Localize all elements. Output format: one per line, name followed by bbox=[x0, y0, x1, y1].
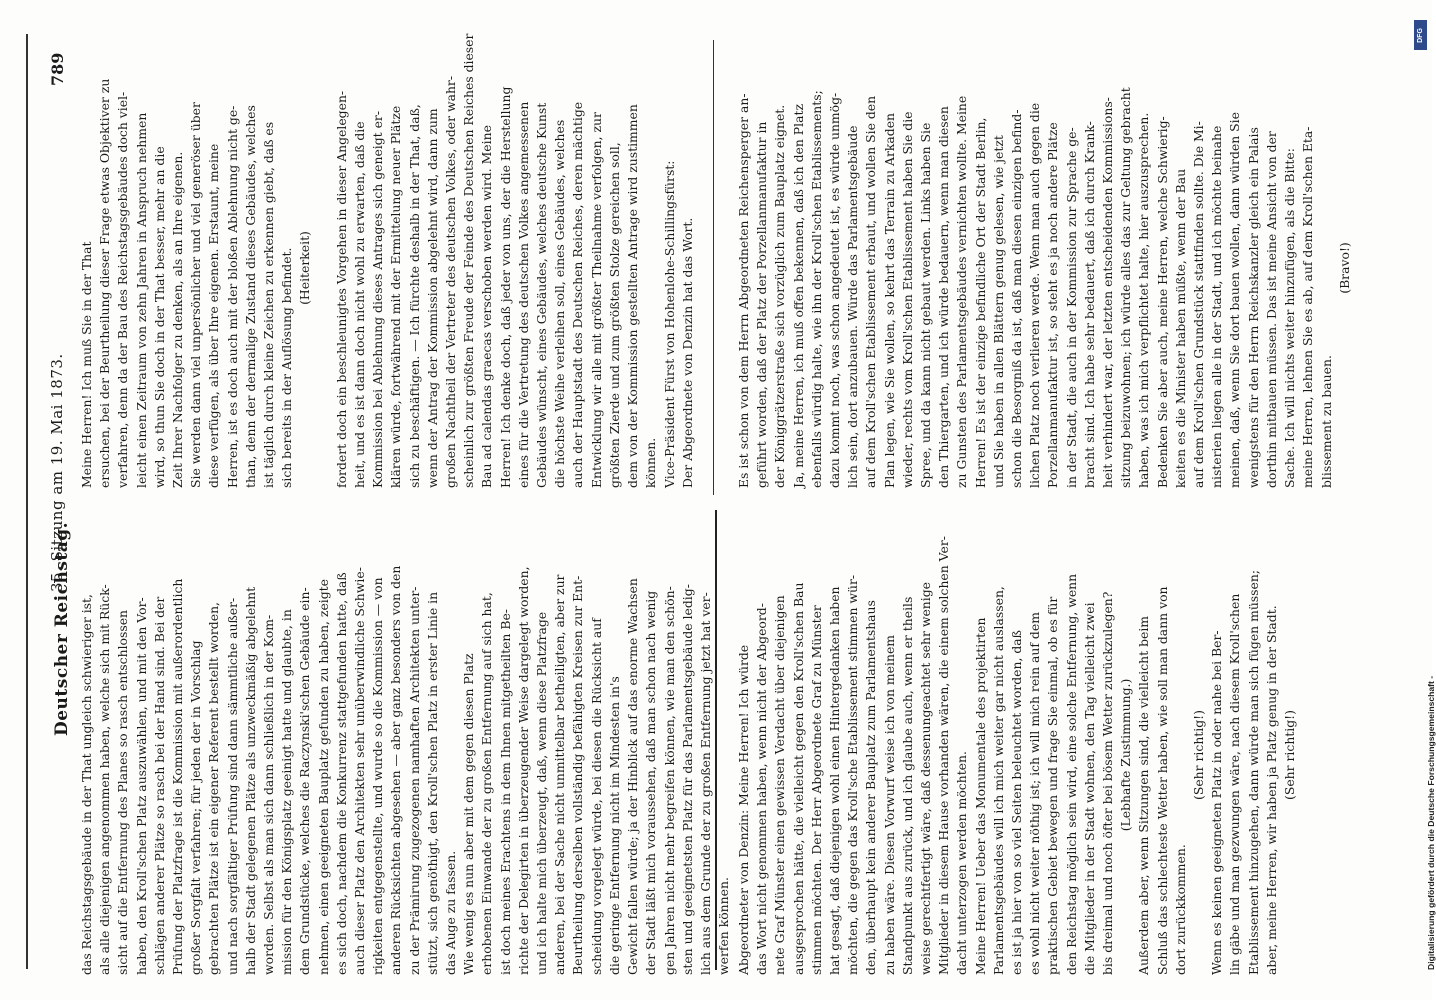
text-line: die geringe Entfernung nicht im Mindesten in's bbox=[606, 676, 622, 975]
text-line: anderen, bei der Sache nicht unmittelbar betheiligten, aber zur bbox=[552, 574, 568, 975]
text-line: zu haben wäre. Diesen Vorwurf weise ich von meinem bbox=[881, 634, 897, 975]
text-line: sicht auf die Entfernung des Planes so rasch entschlossen bbox=[115, 609, 131, 975]
text-line: (Heiterkeit) bbox=[297, 231, 313, 305]
text-line: klären würde, fortwährend mit der Ermittelung neuer Plätze bbox=[388, 105, 404, 488]
text-line: Bedenken Sie aber auch, meine Herren, welche Schwierig- bbox=[1154, 116, 1170, 488]
text-line: großen Nachtheil der Vertreter des deutschen Volkes, oder wahr- bbox=[443, 75, 459, 488]
text-line: ausgesprochen hätte, die vielleicht gegen den Kroll'schen Bau bbox=[790, 582, 806, 975]
text-line: bracht sind. Ich habe sehr bedauert, daß ich durch Krank- bbox=[1081, 121, 1097, 488]
text-line: Herren! Ich denke doch, daß jeder von uns, der die Herstellung bbox=[497, 86, 513, 488]
text-line: sten und geeignetsten Platz für das Parlamentsgebäude ledig- bbox=[679, 584, 695, 975]
text-line: Plan legen, wie Sie wollen, so kehrt das Terrain zu Arkaden bbox=[881, 112, 897, 488]
text-line: hat gesagt, daß diejenigen wohl einen Hintergedanken haben bbox=[827, 586, 843, 975]
text-line bbox=[315, 48, 333, 488]
text-column-3 bbox=[735, 535, 1299, 975]
text-line: können. bbox=[643, 437, 659, 488]
text-line: dem Grundstücke, welches die Raczynski'schen Gebäude ein- bbox=[297, 587, 313, 975]
text-line: haben, was ich mich verpflichtet halte, hier auszusprechen. bbox=[1136, 112, 1152, 488]
text-line: wieder, rechts vom Kroll'schen Etablissement haben Sie die bbox=[899, 111, 915, 488]
text-line: Prüfung der Platzfrage ist die Kommission mit außerordentlich bbox=[170, 578, 186, 975]
text-line: (Sehr richtig!) bbox=[1282, 710, 1298, 800]
text-line: worden. Selbst als man sich dann schließlich in der Kom- bbox=[261, 614, 277, 975]
text-line: aber, meine Herren, wir haben ja Platz genug in der Stadt. bbox=[1263, 605, 1279, 975]
text-line: richte der Delegirten in überzeugender Weise dargelegt worden, bbox=[515, 566, 531, 975]
dfg-logo-text: DFG bbox=[1417, 27, 1424, 43]
text-line: dort zurückkommen. bbox=[1172, 844, 1188, 975]
text-line: sitzung beizuwohnen; ich würde alles das zur Geltung gebracht bbox=[1118, 87, 1134, 488]
text-column-1 bbox=[78, 535, 733, 975]
text-line: Beurtheilung derselben vollständig befähigten Kreisen zur Ent- bbox=[570, 575, 586, 975]
text-line: als alle diejenigen angenommen haben, welche sich mit Rück- bbox=[97, 584, 113, 975]
text-line: ist doch meines Erachtens in dem Ihnen mitgetheilten Be- bbox=[497, 609, 513, 975]
text-line: dorthin mitbauen müssen. Das ist meine Ansicht von der bbox=[1263, 131, 1279, 488]
text-line: zu Gunsten des Parlamentsgebäudes vernichten wollte. Meine bbox=[954, 95, 970, 488]
text-line: haben, den Kroll'schen Platz auszuwählen, und mit den Vor- bbox=[133, 597, 149, 975]
page-header-title: Deutscher Reichstag. bbox=[52, 521, 72, 736]
text-line: Wenn es keinen geeigneten Platz in oder nahe bei Ber- bbox=[1209, 630, 1225, 975]
text-line: und Sie haben in allen Blättern genug gelesen, wie jetzt bbox=[990, 135, 1006, 488]
text-line: gebrachten Plätze ist ein eigener Referent bestellt worden, bbox=[206, 602, 222, 975]
text-line: (Lebhafte Zustimmung.) bbox=[1118, 678, 1134, 832]
dfg-logo bbox=[1414, 20, 1427, 50]
text-line: großer Sorgfalt verfahren; für jeden der in Vorschlag bbox=[188, 640, 204, 975]
text-line: wird, so thun Sie doch in der That besser, mehr an die bbox=[151, 146, 167, 488]
header-rule bbox=[26, 34, 28, 969]
text-line: Sie werden dann viel unpersönlicher und viel generöser über bbox=[188, 102, 204, 488]
text-line: eines für die Vertretung des deutschen Volkes angemessenen bbox=[515, 101, 531, 488]
text-line: rigkeiten entgegenstellte, und wurde so die Kommission — von bbox=[370, 577, 386, 975]
text-line: lich aus dem Grunde der zu großen Entfernung jetzt hat ver- bbox=[697, 592, 713, 975]
text-line: den, überhaupt kein anderer Bauplatz zum Parlamentshaus bbox=[863, 600, 879, 975]
text-line: das Wort nicht genommen haben, wenn nicht der Abgeord- bbox=[754, 603, 770, 975]
text-line: Ja, meine Herren, ich muß offen bekennen, daß ich den Platz bbox=[790, 104, 806, 488]
text-line: Kommission bei Ablehnung dieses Antrages sich geneigt er- bbox=[370, 110, 386, 488]
page-number: 789 bbox=[48, 52, 67, 86]
text-line: mission für den Königsplatz geeinigt hatte und glaubte, in bbox=[279, 609, 295, 975]
text-line: sich zu beschäftigen. — Ich fürchte deshalb in der That, daß, bbox=[406, 104, 422, 488]
text-line: größten Zierde und zum größten Stolze gereichen soll, bbox=[606, 142, 622, 488]
text-line: wenigstens für den Herrn Reichskanzler gleich ein Palais bbox=[1245, 127, 1261, 488]
text-line: dazu kommt noch, was schon angedeutet ist, es würde unmög- bbox=[827, 92, 843, 488]
text-line: auch dieser Platz den Architekten sehr unüberwindliche Schwie- bbox=[352, 567, 368, 975]
text-line: blissement zu bauen. bbox=[1318, 355, 1334, 488]
text-line: der Königgrätzerstraße sich vorzüglich zum Bauplatz eignet. bbox=[772, 104, 788, 488]
text-line: leicht einen Zeitraum von zehn Jahren in Anspruch nehmen bbox=[133, 112, 149, 488]
text-line: meine Herren, lehnen Sie es ab, auf dem Kroll'schen Eta- bbox=[1300, 126, 1316, 488]
text-line: die höchste Weihe verleihen soll, eines Gebäudes, welches bbox=[552, 119, 568, 488]
text-line: ersuchen, bei der Beurtheilung dieser Frage etwas Objektiver zu bbox=[97, 78, 113, 488]
text-line: verfahren, denn da der Bau des Reichstagsgebäudes doch viel- bbox=[115, 91, 131, 488]
text-line: heit verhindert war, der letzten entscheidenden Kommissions- bbox=[1100, 97, 1116, 488]
text-line: ebenfalls würdig halte, wie ihn der Kroll'schen Etablissements; bbox=[808, 90, 824, 488]
text-line: Wie wenig es nun aber mit dem gegen diesen Platz bbox=[461, 653, 477, 975]
text-line: nisterien liegen alle in der Stadt, und ich möchte beinahe bbox=[1209, 125, 1225, 488]
text-line: schon die Besorgniß da ist, daß man diesen einzigen befind- bbox=[1009, 109, 1025, 488]
text-line: Es ist schon von dem Herrn Abgeordneten Reichensperger an- bbox=[736, 93, 751, 488]
text-line: wenn der Antrag der Kommission abgelehnt wird, dann zum bbox=[424, 108, 440, 488]
text-line: Meine Herren! Ich muß Sie in der That bbox=[79, 241, 94, 488]
text-line: Zeit Ihrer Nachfolger zu denken, als an Ihre eigenen. bbox=[170, 151, 186, 488]
text-line: es ist ja hier von so viel Seiten beleuchtet worden, daß bbox=[1009, 630, 1025, 975]
digitization-credit bbox=[1412, 10, 1436, 970]
text-line: sich bereits in der Auflösung befindet. bbox=[279, 247, 295, 488]
page-header-session: 35. Sitzung am 19. Mai 1873. bbox=[48, 353, 66, 592]
text-line: meinen, daß, wenn Sie dort bauen wollen, dann würden Sie bbox=[1227, 112, 1243, 488]
text-line: und nach sorgfältiger Prüfung sind dann sämmtliche außer- bbox=[224, 597, 240, 975]
text-line: nehmen, einen geeigneten Bauplatz gefunden zu haben, zeigte bbox=[315, 579, 331, 975]
text-line: es wohl nicht weiter nöthig ist; ich will mich rein auf dem bbox=[1027, 612, 1043, 975]
text-line: heit, und es ist dann doch nicht wohl zu erwarten, daß die bbox=[352, 121, 368, 488]
text-line: Etablissement hinzugehen, dann würde man sich fügen müssen; bbox=[1245, 569, 1261, 975]
text-line: praktischen Gebiet bewegen und frage Sie einmal, ob es für bbox=[1045, 596, 1061, 975]
text-line: scheidung vorgelegt würde, bei diesen die Rücksicht auf bbox=[588, 618, 604, 975]
text-line: auf dem Kroll'schen Grundstück stattfinden sollte. Die Mi- bbox=[1191, 121, 1207, 488]
text-line: bis dreimal und noch öfter bei bösem Wetter zurückzulegen? bbox=[1100, 591, 1116, 975]
text-line: der Stadt läßt mich voraussehen, daß man schon nach wenig bbox=[643, 590, 659, 975]
text-line: anderen Rücksichten abgesehen — aber ganz besonders von den bbox=[388, 565, 404, 975]
text-line: den Reichstag möglich sein wird, eine solche Entfernung, wenn bbox=[1063, 573, 1079, 975]
text-line: Vice-Präsident Fürst von Hohenlohe-Schillingsfürst: bbox=[661, 160, 677, 488]
text-line: erhobenen Einwande der zu großen Entfernung auf sich hat, bbox=[479, 592, 495, 975]
text-line: den Thiergarten, und ich würde bedauern, wenn man diesen bbox=[936, 106, 952, 488]
text-line: Bau ad calendas graecas verschoben werden wird. Meine bbox=[479, 125, 495, 488]
text-line: Meine Herren! Ueber das Monumentale des projektirten bbox=[972, 617, 988, 975]
text-column-4 bbox=[735, 48, 1354, 488]
text-line: Parlamentsgebäudes will ich mich weiter gar nicht auslassen, bbox=[990, 586, 1006, 975]
text-line: keiten es die Minister haben müßte, wenn der Bau bbox=[1172, 168, 1188, 488]
text-line: stützt, sich genöthigt, den Kroll'schen Platz in erster Linie in bbox=[424, 591, 440, 975]
text-line: und ich halte mich überzeugt, daß, wenn diese Platzfrage bbox=[534, 611, 550, 975]
text-line: Außerdem aber, wenn Sitzungen sind, die vielleicht beim bbox=[1136, 615, 1152, 975]
text-line: scheinlich zur größten Freude der Feinde des Deutschen Reiches dieser bbox=[461, 33, 477, 488]
text-line: (Bravo!) bbox=[1336, 242, 1352, 294]
text-line: lichen Platz noch verlieren werde. Wenn man auch gegen die bbox=[1027, 102, 1043, 488]
text-line: das Reichstagsgebäude in der That ungleich schwieriger ist, bbox=[79, 594, 94, 975]
text-line: stimmen möchten. Der Herr Abgeordnete Graf zu Münster bbox=[808, 605, 824, 975]
text-line: ist täglich durch kleine Zeichen zu erkennen giebt, daß es bbox=[261, 121, 277, 488]
text-line: lin gäbe und man gezwungen wäre, nach diesem Kroll'schen bbox=[1227, 593, 1243, 975]
text-line: Entwicklung wir alle mit größter Theilnahme verfolgen, zur bbox=[588, 112, 604, 488]
text-line: lich sein, dort anzubauen. Würde das Parlamentsgebäude bbox=[845, 125, 861, 488]
text-line: es sich doch, nachdem die Konkurrenz stattgefunden hatte, daß bbox=[333, 572, 349, 975]
column-divider-upper bbox=[713, 40, 714, 495]
text-line: dacht unterzogen werden möchten. bbox=[954, 751, 970, 975]
text-line: Gebäudes wünscht, eines Gebäudes, welches deutsche Kunst bbox=[534, 102, 550, 488]
text-line: die Mitglieder in der Stadt wohnen, den Tag vielleicht zwei bbox=[1081, 602, 1097, 975]
text-line: Spree, und da kann nicht gebaut werden. Links haben Sie bbox=[918, 122, 934, 488]
text-line: gen Jahren nicht mehr begreifen können, wie man den schön- bbox=[661, 586, 677, 975]
digitization-note: Digitalisierung gefördert durch die Deutsche Forschungsgemeinschaft - bbox=[1426, 675, 1436, 970]
text-line: auch der Hauptstadt des Deutschen Reiches, deren mächtige bbox=[570, 101, 586, 488]
text-line: than, denn der dermalige Zustand dieses Gebäudes, welches bbox=[242, 105, 258, 488]
text-line: nete Graf Münster einen gewissen Verdacht über diejenigen bbox=[772, 595, 788, 975]
text-line: Herren, ist es doch auch mit der bloßen Ablehnung nicht ge- bbox=[224, 105, 240, 488]
text-line: Sache. Ich will nichts weiter hinzufügen, als die Bitte: bbox=[1282, 148, 1298, 488]
text-line: halb der Stadt gelegenen Plätze als unzweckmäßig abgelehnt bbox=[242, 586, 258, 975]
text-line: (Sehr richtig!) bbox=[1191, 710, 1207, 800]
text-line: dem von der Kommission gestellten Antrage wird zustimmen bbox=[625, 104, 641, 488]
text-line: Standpunkt aus zurück, und ich glaube auch, wenn er theils bbox=[899, 596, 915, 975]
text-line: möchten, die gegen das Kroll'sche Etablissement stimmen wür- bbox=[845, 574, 861, 975]
text-line: fordert doch ein beschleunigtes Vorgehen in dieser Angelegen- bbox=[333, 90, 349, 488]
text-line: diese verfügen, als über Ihre eigenen. Erstaunt, meine bbox=[206, 143, 222, 488]
text-line: geführt worden, daß der Platz der Porzellanmanufaktur in bbox=[754, 121, 770, 488]
text-line: in der Stadt, die auch in der Kommission zur Sprache ge- bbox=[1063, 127, 1079, 488]
text-line: Der Abgeordnete von Denzin hat das Wort. bbox=[679, 217, 695, 488]
text-line: Schluß das schlechteste Wetter haben, wie soll man dann von bbox=[1154, 586, 1170, 975]
text-line: Porzellanmanufaktur ist, so steht es ja noch andere Plätze bbox=[1045, 122, 1061, 488]
text-line: Mitglieder in diesem Hause vorhanden wären, die einem solchen Ver- bbox=[936, 536, 952, 975]
text-line: weise gerechtfertigt wäre, daß dessenungeachtet sehr wenige bbox=[918, 582, 934, 975]
text-line: Gewicht fallen würde; ja der Hinblick auf das enorme Wachsen bbox=[625, 578, 641, 975]
text-column-2 bbox=[78, 33, 697, 488]
text-line: zu der Prämirung zugezogenen namhaften Architekten unter- bbox=[406, 586, 422, 975]
text-line: Abgeordneter von Denzin: Meine Herren! Ich würde bbox=[736, 644, 751, 975]
text-line: werfen können. bbox=[716, 877, 732, 975]
text-line: das Auge zu fassen. bbox=[443, 850, 459, 975]
text-line: schlägen anderer Plätze so rasch bei der Hand sind. Bei der bbox=[151, 596, 167, 975]
text-line: Herren! Es ist der einzige befindliche Ort der Stadt Berlin, bbox=[972, 117, 988, 488]
text-line: auf dem Kroll'schen Etablissement erbaut, und wollen Sie den bbox=[863, 95, 879, 488]
